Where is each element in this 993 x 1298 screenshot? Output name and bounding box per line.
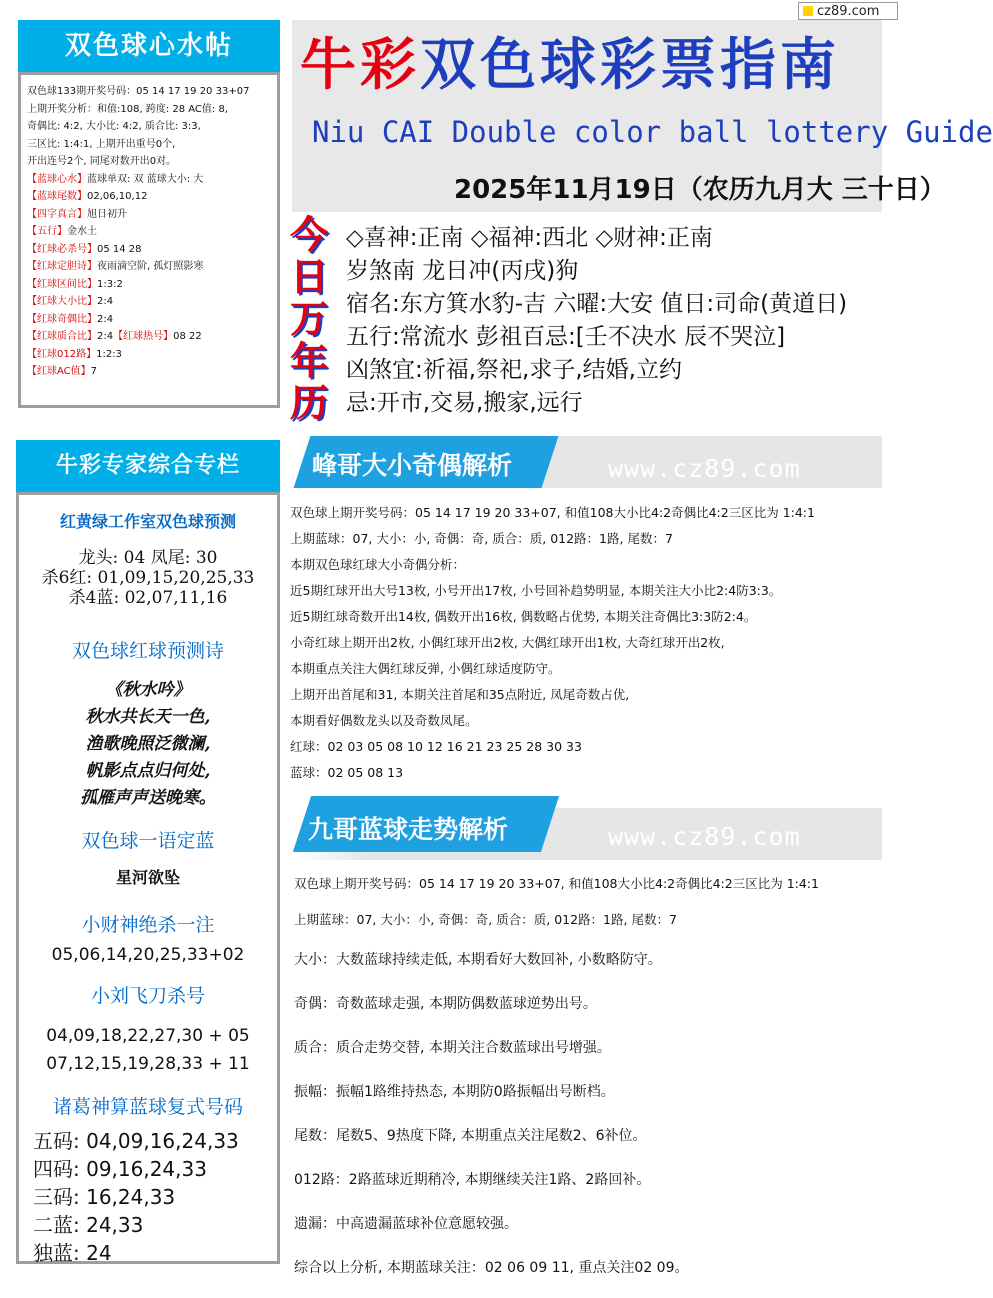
section1-url: www.cz89.com [608, 454, 801, 483]
heart-post-row [21, 328, 277, 346]
zhuge-line: 五码: 04,09,16,24,33 [33, 1129, 239, 1153]
row-tag: 【红球AC值】 [27, 366, 91, 377]
zhuge-line: 四码: 09,16,24,33 [33, 1157, 207, 1181]
section1-line: 上期蓝球：07, 大小：小, 奇偶：奇, 质合：质, 012路：1路, 尾数：7 [290, 531, 673, 546]
row-tag: 【蓝球心水】 [27, 173, 87, 185]
row-text: 1:2:3 [96, 348, 122, 360]
section1-line: 本期双色球红球大小奇偶分析： [290, 557, 466, 572]
almanac-title-char: 历 [289, 381, 328, 425]
heart-post-row [21, 188, 277, 206]
heart-post-row [21, 206, 277, 224]
section2-line: 质合：质合走势交替, 本期关注合数蓝球出号增强。 [294, 1040, 611, 1056]
one-word-title: 双色球一语定蓝 [81, 830, 215, 852]
title-brand: 牛彩 [300, 33, 420, 98]
studio-title: 红黄绿工作室双色球预测 [59, 512, 236, 531]
poem-name: 《秋水吟》 [105, 680, 191, 700]
row-text: 蓝球单双: 双 蓝球大小: 大 [87, 173, 204, 185]
section1-line: 本期重点关注大偶红球反弹, 小偶红球适度防守。 [290, 661, 561, 676]
heart-post-row [21, 153, 277, 171]
expert-column-box [16, 492, 280, 1264]
row-text: 上期开奖分析：和值:108, 跨度: 28 AC值: 8, [27, 103, 229, 115]
heart-post-row [21, 101, 277, 119]
row-text: 2:4 [97, 313, 114, 325]
almanac-title-char: 年 [289, 339, 328, 383]
section1-body [290, 500, 890, 786]
almanac-lines [346, 222, 886, 420]
section1-line: 本期看好偶数龙头以及奇数凤尾。 [290, 713, 478, 728]
watermark-logo-icon [803, 6, 813, 16]
section2-url: www.cz89.com [608, 822, 801, 851]
dragon-head-tail: 龙头: 04 凤尾: 30 [78, 548, 218, 568]
section2-line: 振幅：振幅1路维持热态, 本期防0路振幅出号断档。 [294, 1084, 615, 1100]
heart-post-heading: 双色球心水帖 [18, 20, 280, 72]
row-text: 旭日初升 [87, 208, 127, 220]
section1-line: 近5期红球开出大号13枚, 小号开出17枚, 小号回补趋势明显, 本期关注大小比2:4防3:3。 [290, 583, 782, 598]
section1-line: 蓝球：02 05 08 13 [290, 765, 404, 780]
expert-column-heading: 牛彩专家综合专栏 [16, 440, 280, 492]
poem-lines [19, 704, 277, 812]
title-subject: 双色球彩票指南 [420, 33, 840, 98]
heart-post-rows [21, 83, 277, 381]
section1-line: 小奇红球上期开出2枚, 小偶红球开出2枚, 大偶红球开出1枚, 大奇红球开出2枚, [290, 635, 725, 650]
heart-post-row [21, 311, 277, 329]
almanac-title-char: 今 [289, 213, 328, 257]
heart-post-row [21, 223, 277, 241]
section2-body [294, 938, 894, 1290]
section2-line: 遗漏：中高遗漏蓝球补位意愿较强。 [294, 1216, 518, 1232]
issue-date: 2025年11月19日（农历九月大 三十日） [454, 175, 946, 205]
almanac-line: 宿名:东方箕水豹-吉 六曜:大安 值日:司命(黄道日) [346, 291, 848, 317]
row-text: 1:3:2 [97, 278, 123, 290]
almanac-title-char: 日 [289, 255, 328, 299]
section2-title: 九哥蓝球走势解析 [308, 815, 509, 844]
zhuge-line: 二蓝: 24,33 [33, 1213, 144, 1237]
row-tag: 【红球区间比】 [27, 278, 97, 290]
row-text: 2:4 [97, 296, 114, 307]
row-text: 08 22 [173, 331, 202, 342]
liu-line-1: 04,09,18,22,27,30 + 05 [46, 1026, 250, 1046]
almanac-line: 忌:开市,交易,搬家,远行 [346, 390, 583, 416]
heart-post-row [21, 118, 277, 136]
row-text: 7 [90, 366, 98, 377]
row-tag: 【蓝球尾数】 [27, 191, 87, 202]
god-numbers: 05,06,14,20,25,33+02 [51, 945, 245, 965]
section1-line: 双色球上期开奖号码：05 14 17 19 20 33+07, 和值108大小比4:2奇偶比4:2三区比为 1:4:1 [290, 505, 815, 520]
row-tag: 【红球奇偶比】 [27, 313, 97, 325]
section2-line: 012路：2路蓝球近期稍冷, 本期继续关注1路、2路回补。 [294, 1172, 651, 1188]
row-tag: 【四字真言】 [27, 208, 87, 220]
row-tag: 【红球必杀号】 [27, 243, 97, 255]
row-tag: 【红球012路】 [27, 348, 97, 360]
zhuge-lines [19, 1127, 277, 1267]
row-text: 02,06,10,12 [87, 191, 148, 202]
heart-post-row [21, 276, 277, 294]
row-tag: 【五行】 [27, 226, 67, 237]
almanac-vertical-title [286, 214, 332, 424]
row-text: 夜雨滴空阶, 孤灯照影寒 [97, 261, 204, 272]
row-tag: 【红球定胆诗】 [27, 261, 97, 272]
almanac-line: ◇喜神:正南 ◇福神:西北 ◇财神:正南 [346, 225, 713, 251]
row-text: 05 14 28 [97, 243, 142, 255]
poem-line: 秋水共长天一色, [85, 707, 211, 727]
section2-line: 综合以上分析, 本期蓝球关注：02 06 09 11, 重点关注02 09。 [294, 1260, 689, 1276]
poem-title: 双色球红球预测诗 [71, 640, 224, 662]
kill-blue: 杀4蓝: 02,07,11,16 [68, 588, 228, 608]
poem-line: 渔歌晚照泛微澜, [85, 734, 211, 754]
one-word-blue: 星河欲坠 [115, 868, 180, 887]
section2-line-2: 上期蓝球：07, 大小：小, 奇偶：奇, 质合：质, 012路：1路, 尾数：7 [294, 912, 677, 927]
heart-post-box [18, 72, 280, 408]
heart-post-row [21, 83, 277, 101]
liu-line-2: 07,12,15,19,28,33 + 11 [46, 1054, 250, 1074]
section2-line: 尾数：尾数5、9热度下降, 本期重点关注尾数2、6补位。 [294, 1128, 647, 1144]
section1-line: 上期开出首尾和31, 本期关注首尾和35点附近, 凤尾奇数占优, [290, 687, 630, 702]
god-title: 小财神绝杀一注 [81, 914, 215, 936]
section2-line: 大小：大数蓝球持续走低, 本期看好大数回补, 小数略防守。 [294, 952, 662, 968]
almanac-line: 五行:常流水 彭祖百忌:[壬不决水 辰不哭泣] [346, 324, 786, 350]
row-text: 奇偶比: 4:2, 大小比: 4:2, 质合比: 3:3, [27, 121, 201, 132]
section1-title: 峰哥大小奇偶解析 [312, 451, 513, 480]
row-text: 2:4 [97, 331, 114, 342]
zhuge-line: 独蓝: 24 [33, 1241, 112, 1265]
heart-post-row [21, 241, 277, 259]
kill-red: 杀6红: 01,09,15,20,25,33 [41, 568, 255, 588]
heart-post-row [21, 258, 277, 276]
poem-line: 孤雁声声送晚寒。 [80, 788, 216, 808]
almanac-title-char: 万 [289, 297, 328, 341]
heart-post-row [21, 346, 277, 364]
title-english: Niu CAI Double color ball lottery Guide [312, 115, 993, 149]
site-watermark [798, 2, 898, 20]
zhuge-line: 三码: 16,24,33 [33, 1185, 176, 1209]
heart-post-row [21, 171, 277, 189]
row-tag: 【红球大小比】 [27, 296, 97, 307]
section1-line: 红球：02 03 05 08 10 12 16 21 23 25 28 30 33 [290, 739, 582, 754]
zhuge-title: 诸葛神算蓝球复式号码 [52, 1096, 243, 1118]
row-tag: 【红球热号】 [113, 331, 174, 342]
section2-line-1: 双色球上期开奖号码：05 14 17 19 20 33+07, 和值108大小比4:2奇偶比4:2三区比为 1:4:1 [294, 876, 819, 891]
row-text: 三区比: 1:4:1, 上期开出重号0个, [27, 138, 176, 150]
row-tag: 【红球质合比】 [27, 331, 97, 342]
section1-line: 近5期红球奇数开出14枚, 偶数开出16枚, 偶数略占优势, 本期关注奇偶比3:3防2:4。 [290, 609, 757, 624]
section2-line: 奇偶：奇数蓝球走强, 本期防偶数蓝球逆势出号。 [294, 996, 597, 1012]
heart-post-row [21, 136, 277, 154]
almanac-line: 岁煞南 龙日冲(丙戌)狗 [346, 258, 579, 284]
row-text: 金水土 [67, 226, 97, 237]
row-text: 开出连号2个, 同尾对数开出0对。 [27, 156, 177, 167]
main-title [300, 26, 880, 106]
heart-post-row [21, 363, 277, 381]
poem-line: 帆影点点归何处, [85, 761, 211, 781]
heart-post-row [21, 293, 277, 311]
row-text: 双色球133期开奖号码：05 14 17 19 20 33+07 [27, 86, 250, 97]
liu-title: 小刘飞刀杀号 [90, 985, 205, 1007]
watermark-text: cz89.com [817, 4, 880, 19]
almanac-line: 凶煞宜:祈福,祭祀,求子,结婚,立约 [346, 357, 682, 383]
